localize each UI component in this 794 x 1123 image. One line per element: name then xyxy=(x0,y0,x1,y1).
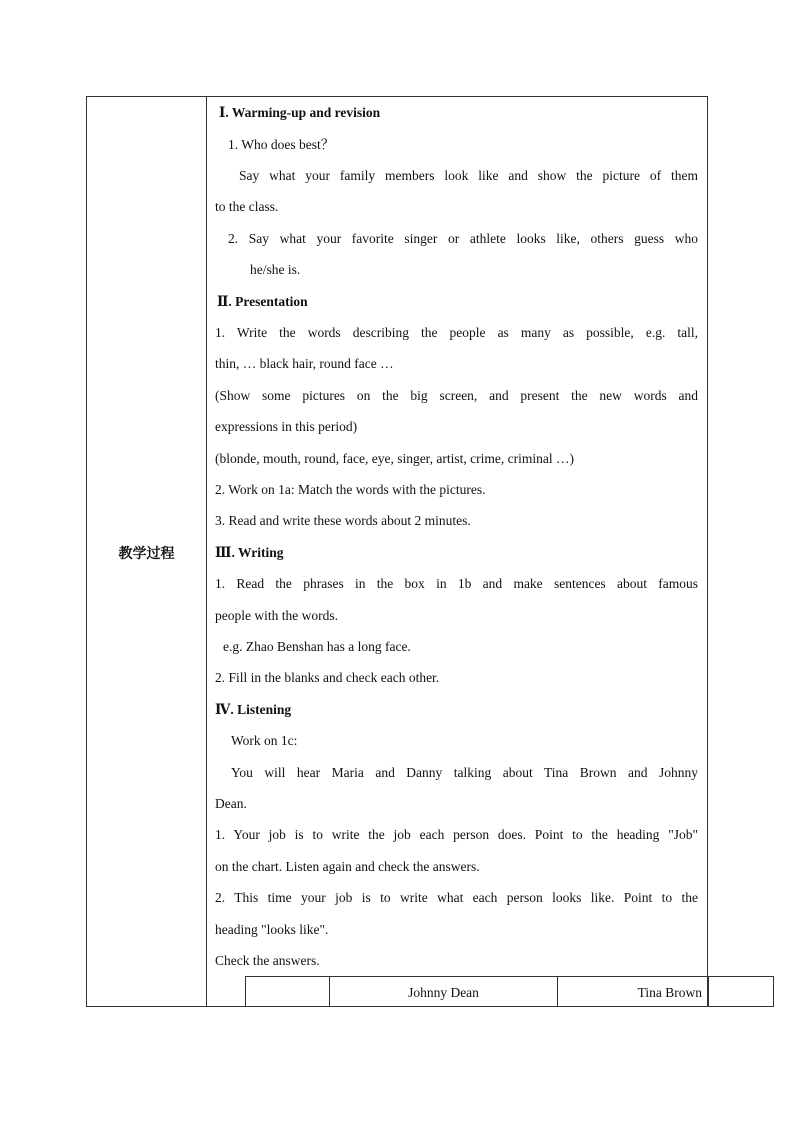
heading-presentation: Ⅱ. Presentation xyxy=(217,294,308,309)
paragraph-line: thin, … black hair, round face … xyxy=(215,356,394,371)
paragraph-line: (blonde, mouth, round, face, eye, singer, artist, crime, criminal …) xyxy=(215,451,574,466)
paragraph-line: 2. Fill in the blanks and check each other. xyxy=(215,670,440,685)
paragraph-line: heading "looks like". xyxy=(215,922,329,937)
paragraph-line: Check the answers. xyxy=(215,953,320,968)
list-item: 2. Say what your favorite singer or athlete looks like, others guess who xyxy=(228,231,698,246)
chart-cell-divider xyxy=(708,976,709,1007)
paragraph-line: people with the words. xyxy=(215,608,338,623)
paragraph-line: expressions in this period) xyxy=(215,419,358,434)
paragraph-line: 1. Your job is to write the job each person does. Point to the heading "Job" xyxy=(215,827,698,842)
paragraph-line: e.g. Zhao Benshan has a long face. xyxy=(223,639,411,654)
paragraph-line: on the chart. Listen again and check the answers. xyxy=(215,859,480,874)
list-item: 1. Who does best？ xyxy=(228,137,335,152)
heading-listening: Ⅳ. Listening xyxy=(215,702,292,717)
heading-warming-up: Ⅰ. Warming-up and revision xyxy=(219,105,381,120)
chart-header-johnny-dean: Johnny Dean xyxy=(408,985,479,1000)
paragraph-line: Say what your family members look like and show the picture of them xyxy=(239,168,698,183)
paragraph-line: he/she is. xyxy=(250,262,301,277)
paragraph-line: (Show some pictures on the big screen, and present the new words and xyxy=(215,388,698,403)
paragraph-line: 2. Work on 1a: Match the words with the pictures. xyxy=(215,482,486,497)
heading-writing: Ⅲ. Writing xyxy=(215,545,284,560)
paragraph-line: 1. Write the words describing the people as many as possible, e.g. tall, xyxy=(215,325,698,340)
paragraph-line: Work on 1c: xyxy=(231,733,298,748)
paragraph-line: 3. Read and write these words about 2 minutes. xyxy=(215,513,471,528)
chart-header-tina-brown: Tina Brown xyxy=(637,985,702,1000)
paragraph-line: 2. This time your job is to write what each person looks like. Point to the xyxy=(215,890,698,905)
paragraph-line: 1. Read the phrases in the box in 1b and make sentences about famous xyxy=(215,576,698,591)
section-label: 教学过程 xyxy=(118,546,175,562)
paragraph-line: You will hear Maria and Danny talking about Tina Brown and Johnny xyxy=(231,765,698,780)
paragraph-line: to the class. xyxy=(215,199,279,214)
paragraph-line: Dean. xyxy=(215,796,247,811)
